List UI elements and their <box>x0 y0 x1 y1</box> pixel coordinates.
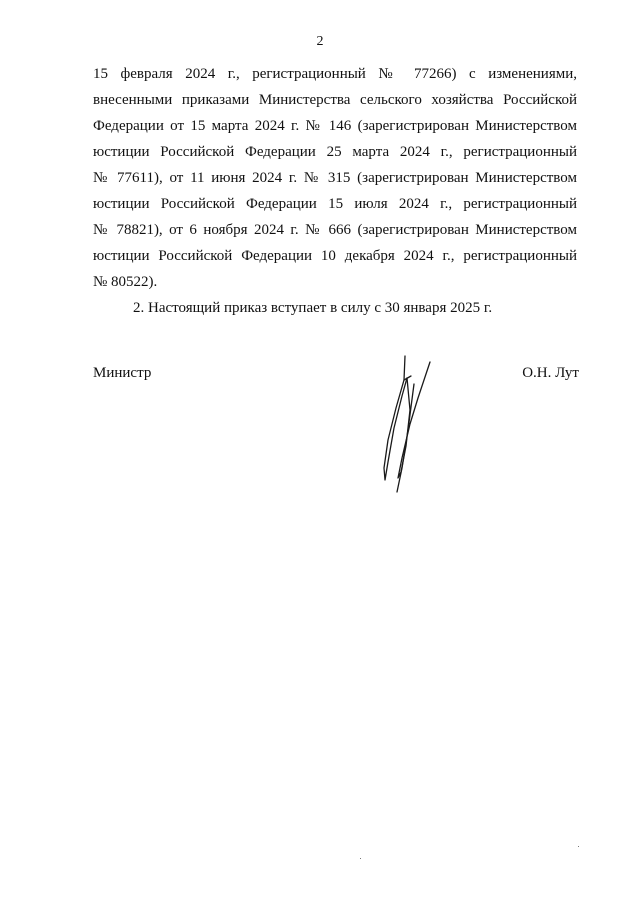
text-line: юстиции Российской Федерации 10 декабря 2024 г., регистрационный <box>93 248 577 264</box>
handwritten-signature <box>368 350 442 500</box>
signatory-title: Министр <box>93 365 152 381</box>
text-line: внесенными приказами Министерства сельского хозяйства Российской <box>93 92 577 108</box>
paragraph-continuation <box>93 61 577 295</box>
text-line: Федерации от 15 марта 2024 г. № 146 (зарегистрирован Министерством <box>93 118 577 134</box>
text-line: 15 февраля 2024 г., регистрационный № 77266) с изменениями, <box>93 66 577 82</box>
paragraph-effective-date: 2. Настоящий приказ вступает в силу с 30 января 2025 г. <box>133 300 493 316</box>
text-line: юстиции Российской Федерации 15 июля 2024 г., регистрационный <box>93 196 577 212</box>
text-line: № 80522). <box>93 274 158 290</box>
signatory-name: О.Н. Лут <box>522 365 579 381</box>
text-line: юстиции Российской Федерации 25 марта 2024 г., регистрационный <box>93 144 577 160</box>
text-line: № 77611), от 11 июня 2024 г. № 315 (зарегистрирован Министерством <box>93 170 577 186</box>
text-line: № 78821), от 6 ноября 2024 г. № 666 (зарегистрирован Министерством <box>93 222 577 238</box>
scan-speck <box>360 858 361 859</box>
page-number: 2 <box>316 34 324 49</box>
scan-speck <box>578 846 579 847</box>
